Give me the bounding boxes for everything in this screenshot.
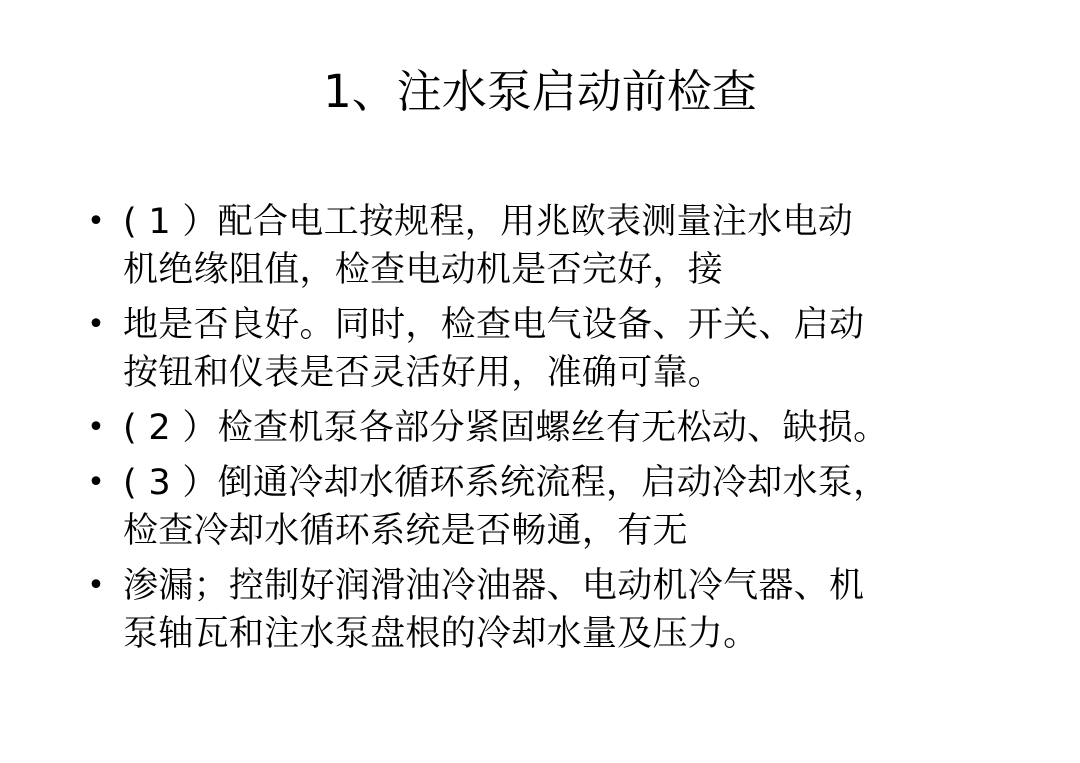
bullet-item-3: [86, 404, 1046, 452]
bullet-line: 渗漏；控制好润滑油冷油器、电动机冷气器、机: [123, 566, 865, 606]
bullet-text: [123, 459, 1046, 555]
bullet-line: ( 1 ）配合电工按规程，用兆欧表测量注水电动: [123, 202, 854, 242]
bullet-line: 地是否良好。同时，检查电气设备、开关、启动: [123, 305, 865, 345]
bullet-text: [123, 198, 1046, 294]
bullet-list: [86, 198, 1046, 665]
bullet-line: 泵轴瓦和注水泵盘根的冷却水量及压力。: [123, 614, 759, 654]
bullet-line: ( 2 ）检查机泵各部分紧固螺丝有无松动、缺损。: [123, 408, 889, 448]
bullet-line: ( 3 ）倒通冷却水循环系统流程，启动冷却水泵，: [123, 463, 889, 503]
slide-title: 1、注水泵启动前检查: [323, 65, 757, 118]
bullet-item-4: [86, 459, 1046, 555]
bullet-dot-icon: •: [87, 410, 105, 445]
bullet-text: [123, 404, 1046, 452]
bullet-dot-icon: •: [87, 568, 105, 603]
bullet-dot-icon: •: [87, 307, 105, 342]
bullet-item-1: [86, 198, 1046, 294]
bullet-line: 检查冷却水循环系统是否畅通，有无: [123, 511, 688, 551]
bullet-dot-icon: •: [87, 465, 105, 500]
bullet-line: 机绝缘阻值，检查电动机是否完好，接: [123, 250, 724, 290]
bullet-text: [123, 301, 1046, 397]
bullet-item-2: [86, 301, 1046, 397]
bullet-text: [123, 562, 1046, 658]
bullet-item-5: [86, 562, 1046, 658]
bullet-line: 按钮和仪表是否灵活好用，准确可靠。: [123, 353, 724, 393]
bullet-dot-icon: •: [87, 204, 105, 239]
